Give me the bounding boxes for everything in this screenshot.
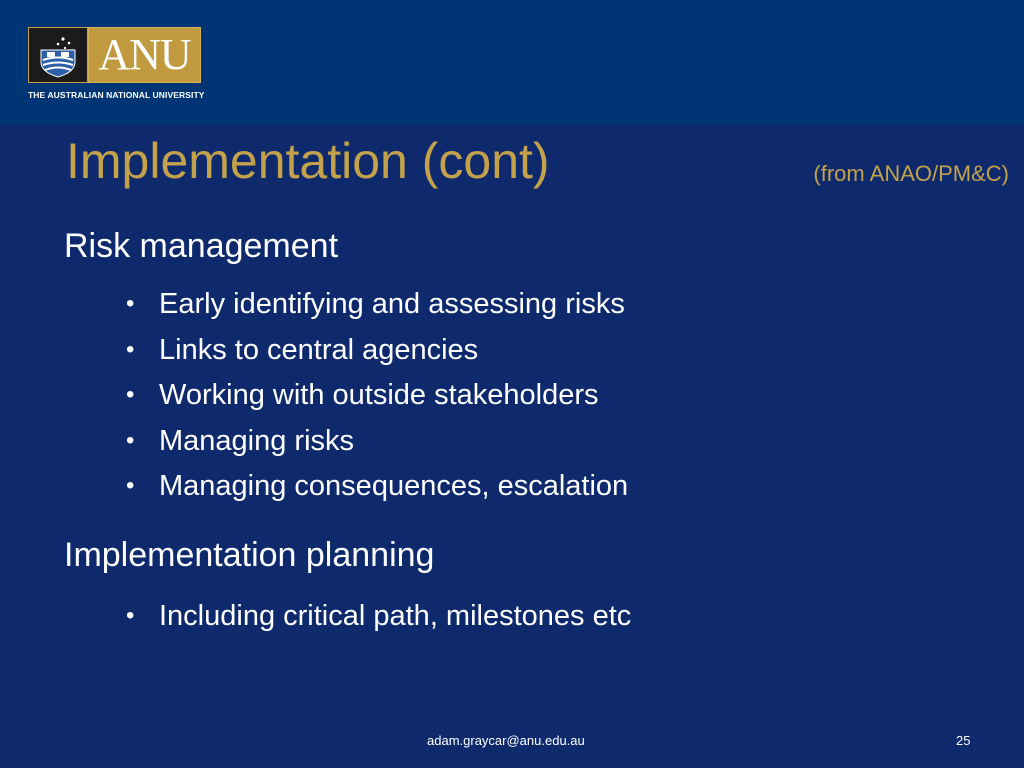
- bullet-item: [126, 599, 631, 645]
- section-heading-implementation-planning: Implementation planning: [64, 536, 435, 574]
- bullet-list-risk-management: [126, 287, 628, 515]
- logo-wordmark: ANU: [98, 30, 191, 79]
- bullet-text: Managing risks: [159, 424, 355, 457]
- bullet-text: Working with outside stakeholders: [159, 379, 599, 411]
- bullet-text: Including critical path, milestones etc: [159, 600, 632, 632]
- footer-email: adam.graycar@anu.edu.au: [427, 733, 585, 748]
- bullet-glyph: •: [126, 290, 135, 317]
- bullet-glyph: •: [126, 602, 135, 629]
- bullet-list-implementation-planning: [126, 599, 631, 645]
- logo-wordmark-box: [88, 27, 201, 83]
- university-crest-icon: [28, 27, 88, 83]
- bullet-glyph: •: [126, 381, 135, 408]
- bullet-item: [126, 469, 628, 515]
- source-note: (from ANAO/PM&C): [813, 161, 1009, 186]
- bullet-item: [126, 424, 628, 470]
- section-heading-risk-management: Risk management: [64, 227, 339, 265]
- bullet-text: Links to central agencies: [159, 333, 479, 366]
- bullet-glyph: •: [126, 426, 135, 454]
- bullet-item: [126, 378, 628, 424]
- bullet-text: Managing consequences, escalation: [159, 470, 629, 502]
- bullet-glyph: •: [126, 335, 135, 363]
- page-number: 25: [956, 733, 971, 748]
- slide-title: Implementation (cont): [66, 133, 550, 189]
- logo-caption: THE AUSTRALIAN NATIONAL UNIVERSITY: [28, 90, 205, 100]
- bullet-glyph: •: [126, 472, 135, 499]
- bullet-item: [126, 333, 628, 379]
- bullet-item: [126, 287, 628, 333]
- bullet-text: Early identifying and assessing risks: [159, 288, 625, 320]
